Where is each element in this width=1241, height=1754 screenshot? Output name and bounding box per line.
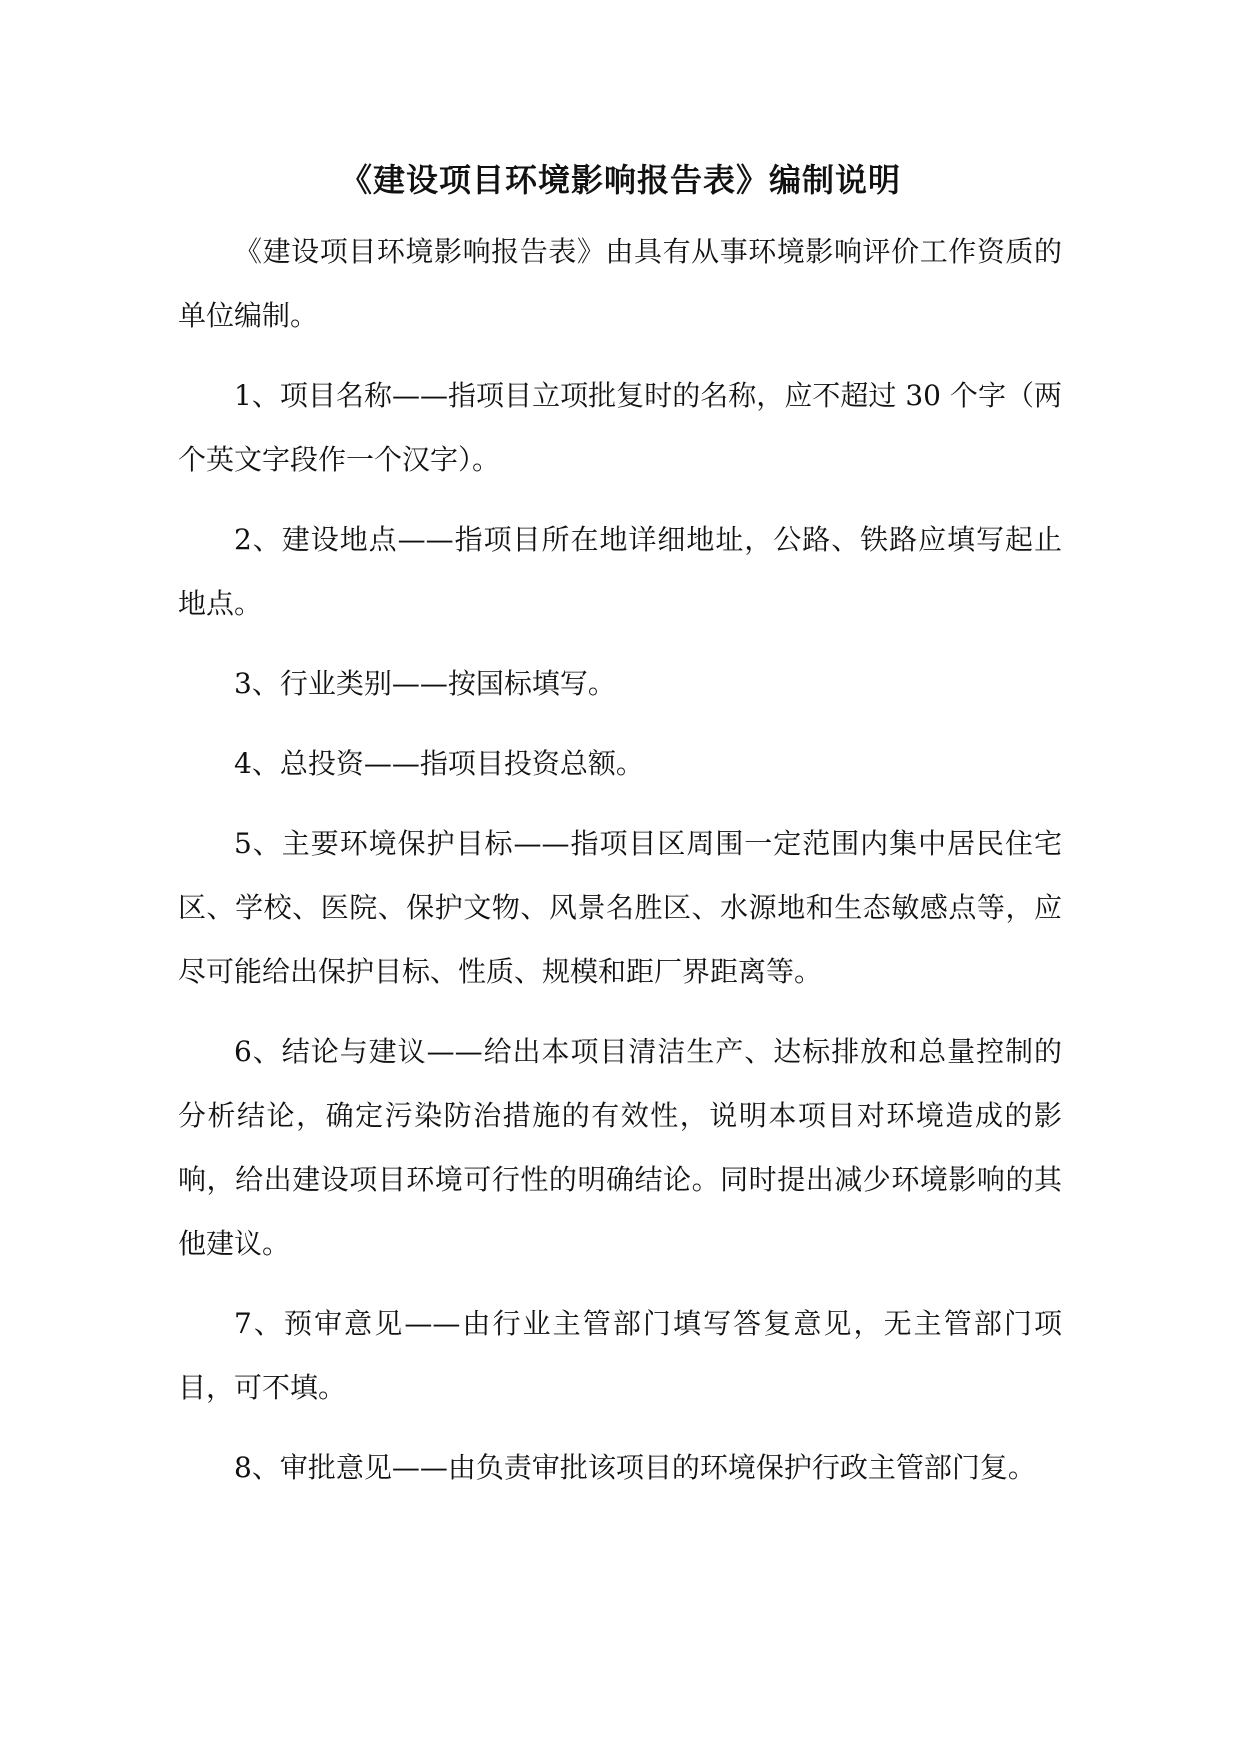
- paragraph-intro: 《建设项目环境影响报告表》由具有从事环境影响评价工作资质的单位编制。: [178, 235, 1062, 332]
- paragraph-preliminary-review: 7、预审意见——由行业主管部门填写答复意见，无主管部门项目，可不填。: [178, 1307, 1062, 1404]
- document-body: [178, 220, 1062, 1516]
- paragraph-approval-opinion: 8、审批意见——由负责审批该项目的环境保护行政主管部门复。: [234, 1451, 1036, 1484]
- paragraph-project-name: 1、项目名称——指项目立项批复时的名称，应不超过 30 个字（两个英文字段作一个汉字）。: [178, 379, 1062, 476]
- paragraph-construction-site: 2、建设地点——指项目所在地详细地址，公路、铁路应填写起止地点。: [178, 523, 1062, 620]
- paragraph-protection-targets: 5、主要环境保护目标——指项目区周围一定范围内集中居民住宅区、学校、医院、保护文物、风景名胜区、水源地和生态敏感点等，应尽可能给出保护目标、性质、规模和距厂界距离等。: [178, 827, 1062, 988]
- paragraph-total-investment: 4、总投资——指项目投资总额。: [234, 747, 644, 780]
- document-title: 《建设项目环境影响报告表》编制说明: [339, 161, 901, 199]
- paragraph-conclusions: 6、结论与建议——给出本项目清洁生产、达标排放和总量控制的分析结论，确定污染防治措施的有效性，说明本项目对环境造成的影响，给出建设项目环境可行性的明确结论。同时提出减少环境影响的其他建议。: [178, 1035, 1062, 1260]
- paragraph-industry-category: 3、行业类别——按国标填写。: [234, 667, 616, 700]
